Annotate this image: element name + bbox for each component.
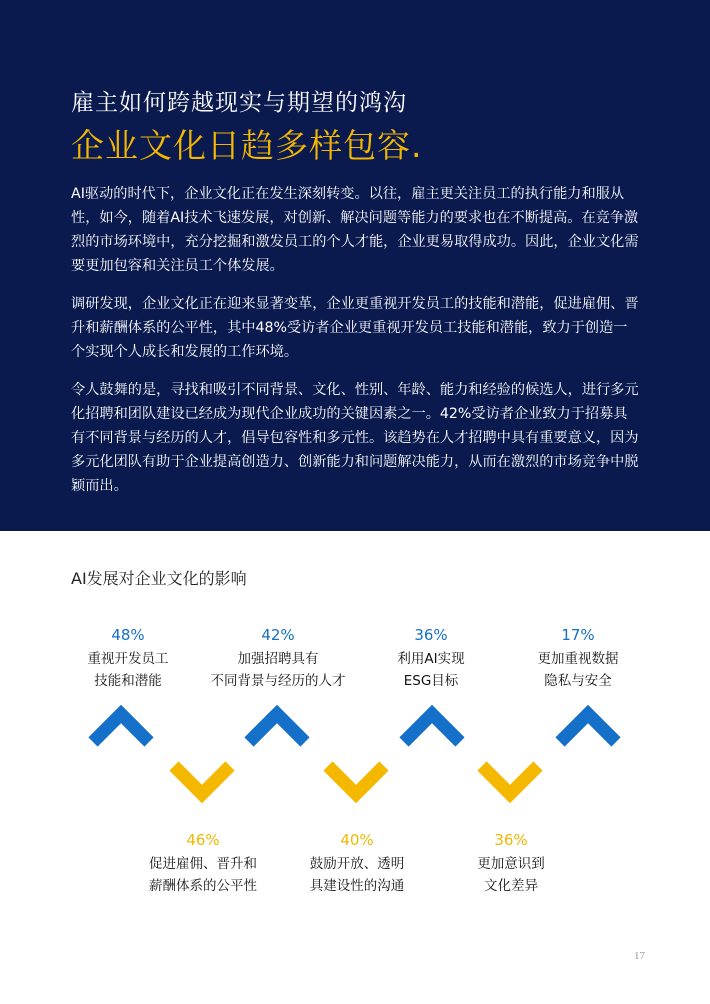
paragraph-intro: AI驱动的时代下，企业文化正在发生深刻转变。以往，雇主更关注员工的执行能力和服从性，如今，随着AI技术飞速发展，对创新、解决问题等能力的要求也在不断提高。在竞争激烈的市场环境中，充分挖掘和激发员工的个人才能，企业更易取得成功。因此，企业文化需要更加包容和关注员工个体发展。 xyxy=(71,186,639,274)
chevron-down-icon xyxy=(328,766,384,794)
stat-label-line2: 隐私与安全 xyxy=(544,673,612,689)
chevron-up-icon xyxy=(93,714,149,742)
stat-label-line2: 不同背景与经历的人才 xyxy=(210,673,346,689)
page-subtitle: 雇主如何跨越现实与期望的鸿沟 xyxy=(71,90,407,116)
page-title: 企业文化日趋多样包容. xyxy=(71,126,423,165)
stat-label-line2: ESG目标 xyxy=(403,673,459,689)
paragraph-diversity: 令人鼓舞的是，寻找和吸引不同背景、文化、性别、年龄、能力和经验的候选人，进行多元化招聘和团队建设已经成为现代企业成功的关键因素之一。42%受访者企业致力于招募具有不同背景与经历的人才，倡导包容性和多元性。该趋势在人才招聘中具有重要意义，因为多元化团队有助于企业提高创造力、创新能力和问题解决能力，从而在激烈的市场竞争中脱颖而出。 xyxy=(71,382,639,494)
stat-label-line1: 利用AI实现 xyxy=(397,651,465,667)
stat-label-line1: 鼓励开放、透明 xyxy=(309,856,405,872)
stat-percent: 36% xyxy=(414,626,448,644)
section-title: AI发展对企业文化的影响 xyxy=(71,569,247,588)
stat-label-line1: 更加意识到 xyxy=(477,856,545,872)
stat-bottom-2 xyxy=(272,829,442,897)
chevron-up-icon xyxy=(249,714,305,742)
stat-label-line1: 重视开发员工 xyxy=(87,651,169,667)
stat-percent: 48% xyxy=(111,626,145,644)
stat-label-line2: 文化差异 xyxy=(484,878,538,894)
chevron-up-icon xyxy=(404,714,460,742)
paragraph-findings: 调研发现，企业文化正在迎来显著变革，企业更重视开发员工的技能和潜能，促进雇佣、晋升和薪酬体系的公平性，其中48%受访者企业更重视开发员工技能和潜能，致力于创造一个实现个人成长和发展的工作环境。 xyxy=(71,296,639,360)
page-number: 17 xyxy=(634,950,645,962)
chevron-down-icon xyxy=(482,766,538,794)
stat-label-line2: 技能和潜能 xyxy=(94,673,162,689)
chevron-down-icon xyxy=(174,766,230,794)
stat-label-line1: 加强招聘具有 xyxy=(237,651,319,667)
stat-percent: 42% xyxy=(261,626,295,644)
stat-label-line2: 具建设性的沟通 xyxy=(309,878,405,894)
stat-percent: 17% xyxy=(561,626,595,644)
stat-percent: 46% xyxy=(186,831,220,849)
stat-bottom-1 xyxy=(118,829,288,897)
stat-percent: 36% xyxy=(494,831,528,849)
stat-label-line1: 更加重视数据 xyxy=(537,651,619,667)
stat-label-line2: 薪酬体系的公平性 xyxy=(149,878,257,894)
stat-bottom-3 xyxy=(426,829,596,897)
chevron-up-icon xyxy=(560,714,616,742)
stat-percent: 40% xyxy=(340,831,374,849)
stat-label-line1: 促进雇佣、晋升和 xyxy=(149,856,257,872)
